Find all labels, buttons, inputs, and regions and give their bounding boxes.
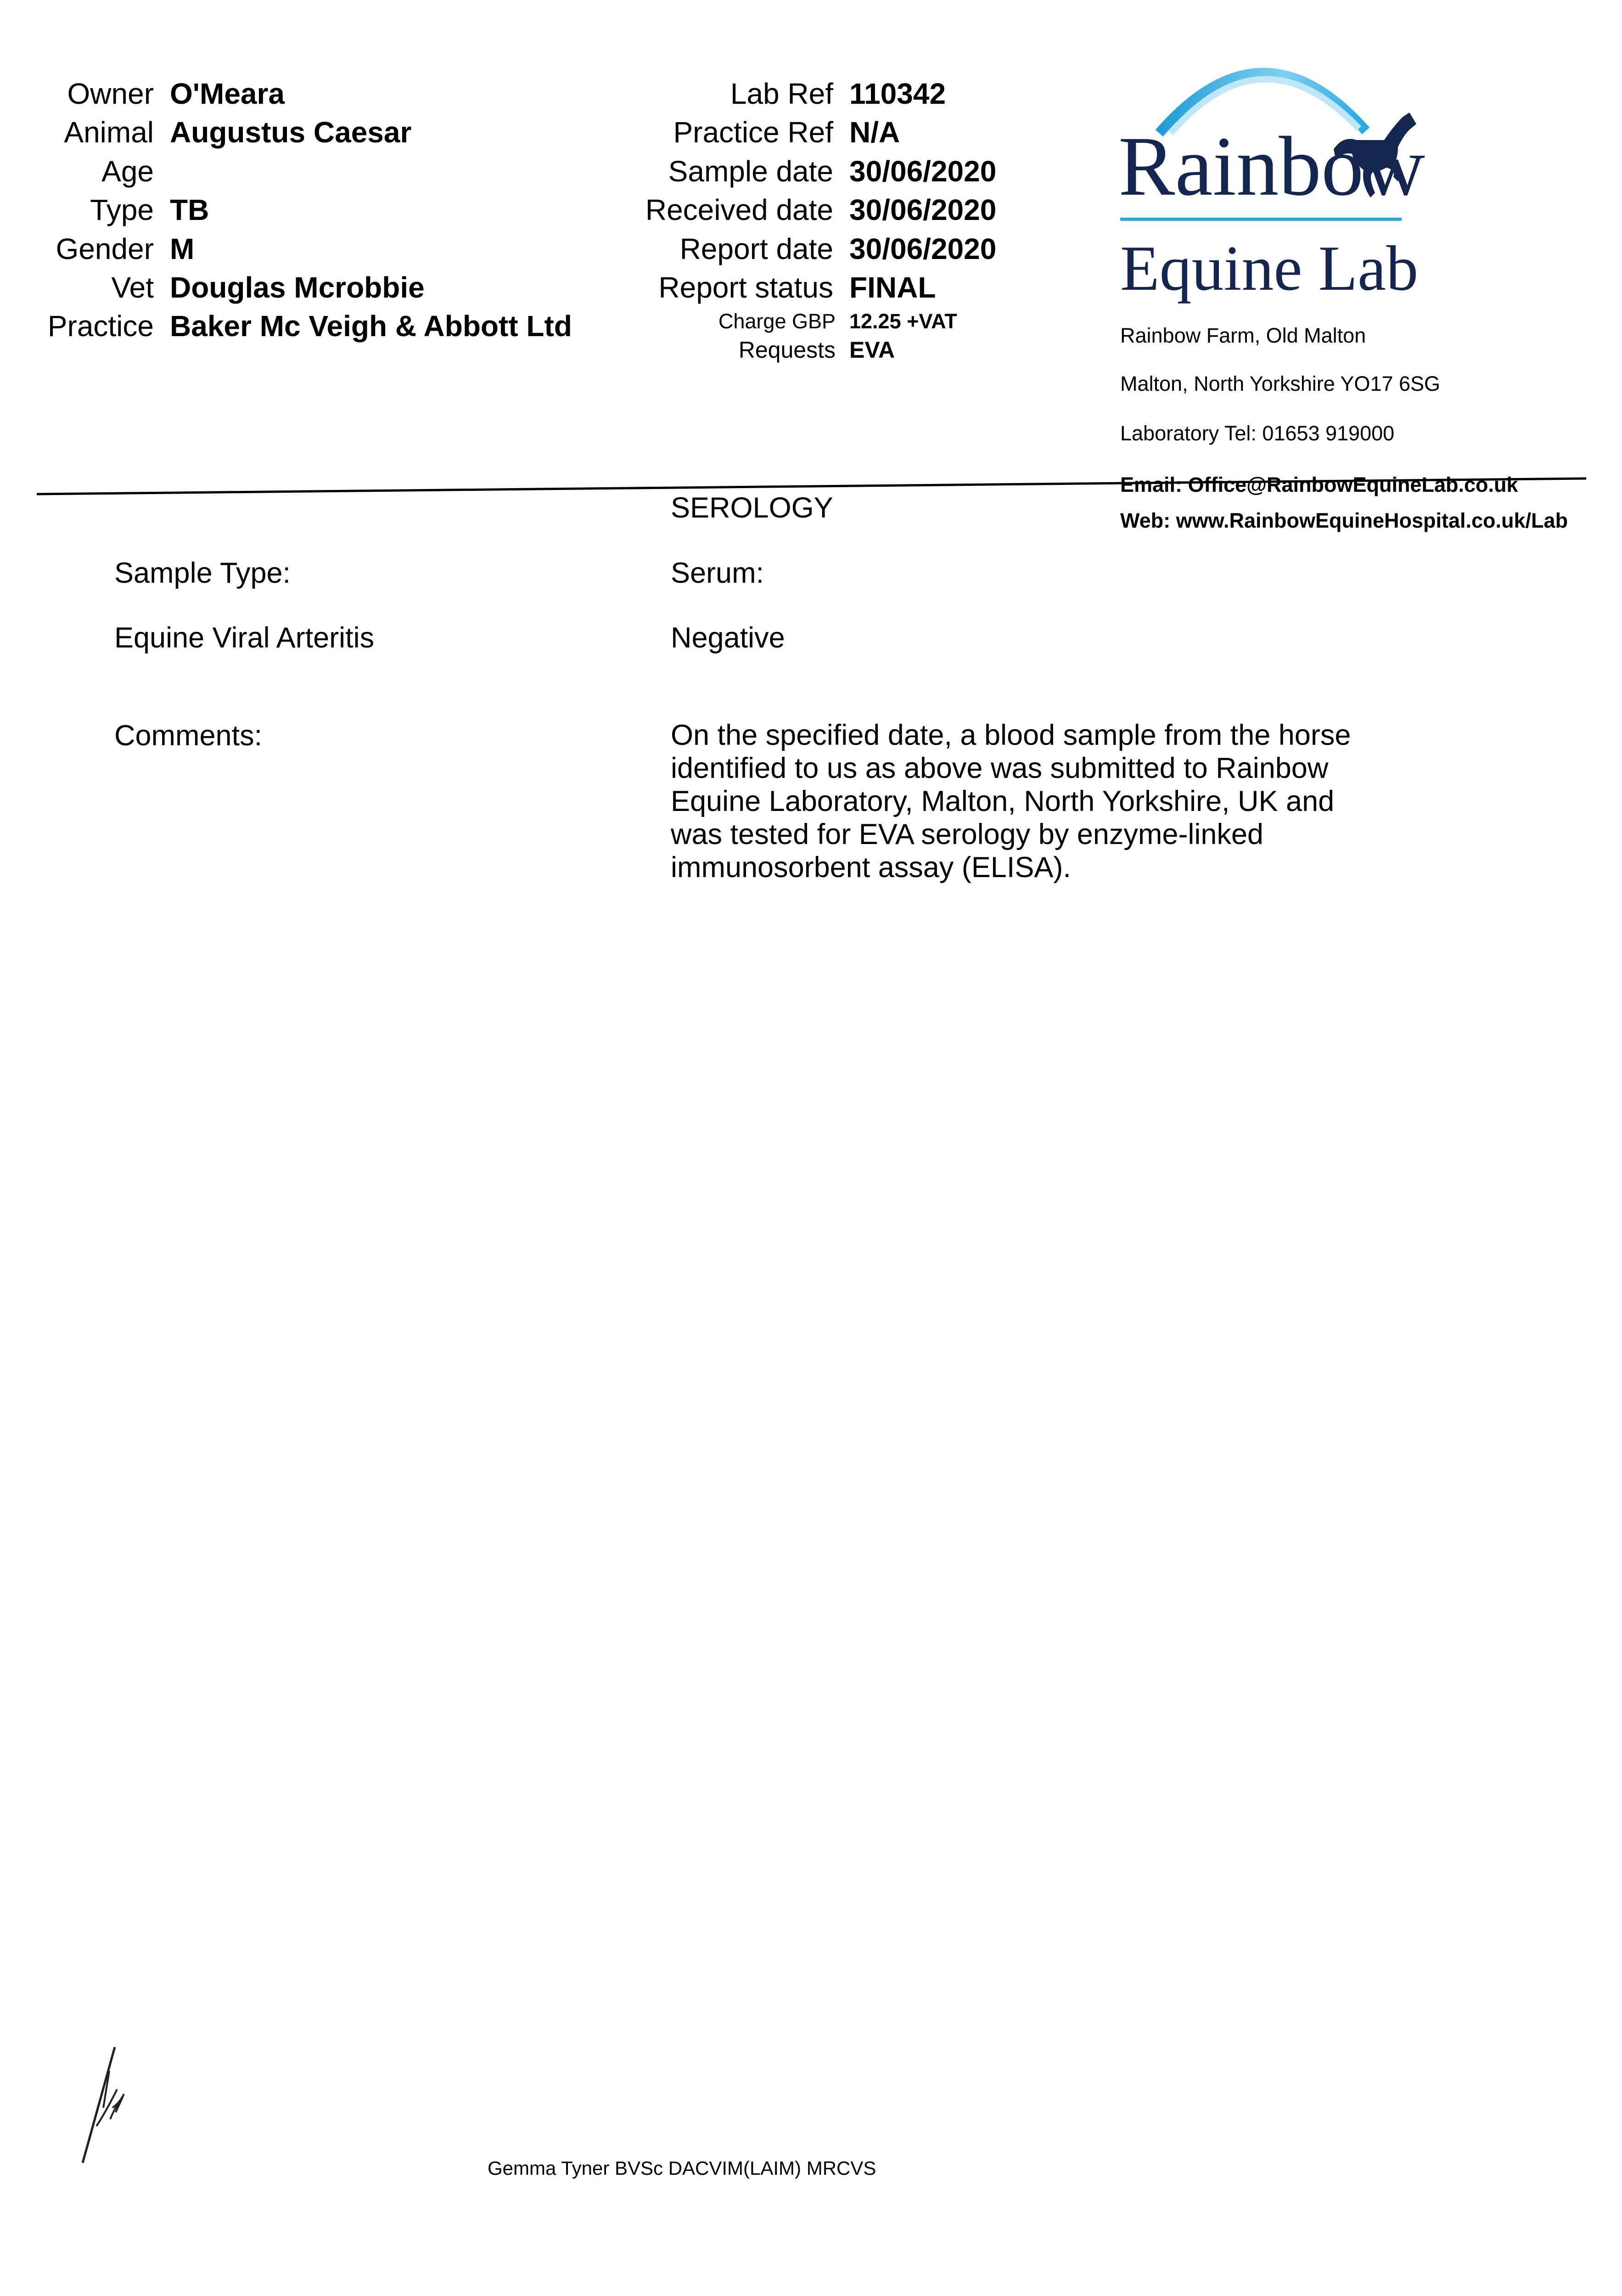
sample-type-value: Serum: (671, 557, 764, 589)
type-value: TB (170, 193, 209, 226)
lab-ref-label: Lab Ref (730, 77, 833, 110)
lab-ref-value: 110342 (849, 77, 946, 110)
comment-line: On the specified date, a blood sample from the horse (671, 719, 1351, 751)
sample-date-label: Sample date (668, 155, 833, 188)
lab-website: Web: www.RainbowEquineHospital.co.uk/Lab (1120, 509, 1568, 532)
report-status-label: Report status (658, 271, 833, 304)
charge-value: 12.25 +VAT (849, 310, 957, 333)
charge-row (0, 309, 1102, 334)
practice-ref-label: Practice Ref (673, 116, 833, 149)
practice-ref-row (0, 113, 1102, 152)
gender-label: Gender (56, 232, 154, 265)
sample-date-value: 30/06/2020 (849, 155, 997, 188)
lab-ref-row (0, 74, 1102, 113)
received-date-row (0, 191, 1102, 229)
animal-label: Animal (64, 116, 154, 149)
comments-text (671, 719, 1351, 884)
signature-image (78, 2039, 179, 2172)
comments-label: Comments: (114, 720, 263, 752)
logo-divider (1120, 218, 1402, 221)
gender-value: M (170, 232, 195, 265)
comment-line: immunosorbent assay (ELISA). (671, 851, 1071, 884)
lab-address-1: Rainbow Farm, Old Malton (1120, 324, 1366, 347)
age-label: Age (101, 155, 154, 188)
practice-ref-value: N/A (849, 116, 900, 149)
sample-date-row (0, 152, 1102, 191)
practice-value: Baker Mc Veigh & Abbott Ltd (170, 310, 572, 343)
received-date-value: 30/06/2020 (849, 193, 997, 226)
signatory-name: Gemma Tyner BVSc DACVIM(LAIM) MRCVS (488, 2157, 876, 2179)
report-date-value: 30/06/2020 (849, 232, 997, 265)
comment-line: was tested for EVA serology by enzyme-linked (671, 818, 1263, 850)
vet-value: Douglas Mcrobbie (170, 271, 425, 304)
comment-line: identified to us as above was submitted to Rainbow (671, 752, 1329, 784)
lab-telephone: Laboratory Tel: 01653 919000 (1120, 422, 1395, 445)
type-label: Type (90, 193, 154, 226)
lab-address-2: Malton, North Yorkshire YO17 6SG (1120, 372, 1441, 395)
section-title: SEROLOGY (671, 492, 833, 524)
charge-label: Charge GBP (718, 310, 836, 333)
test-name: Equine Viral Arteritis (114, 622, 375, 654)
owner-value: O'Meara (170, 77, 285, 110)
practice-label: Practice (47, 310, 154, 343)
requests-label: Requests (738, 337, 836, 363)
sample-type-label: Sample Type: (114, 557, 291, 589)
comment-line: Equine Laboratory, Malton, North Yorkshire, UK and (671, 785, 1335, 817)
report-date-row (0, 230, 1102, 268)
requests-row (0, 337, 1102, 363)
requests-value: EVA (849, 337, 895, 363)
received-date-label: Received date (645, 193, 833, 226)
report-status-value: FINAL (849, 271, 936, 304)
logo-rainbow-text: Rainbow (1118, 119, 1426, 214)
report-date-label: Report date (679, 232, 833, 265)
animal-value: Augustus Caesar (170, 116, 412, 149)
test-result: Negative (671, 622, 785, 654)
logo-equine-lab-text: Equine Lab (1120, 233, 1419, 304)
vet-label: Vet (111, 271, 154, 304)
report-status-row (0, 268, 1102, 307)
owner-label: Owner (67, 77, 154, 110)
lab-email: Email: Office@RainbowEquineLab.co.uk (1120, 473, 1518, 496)
